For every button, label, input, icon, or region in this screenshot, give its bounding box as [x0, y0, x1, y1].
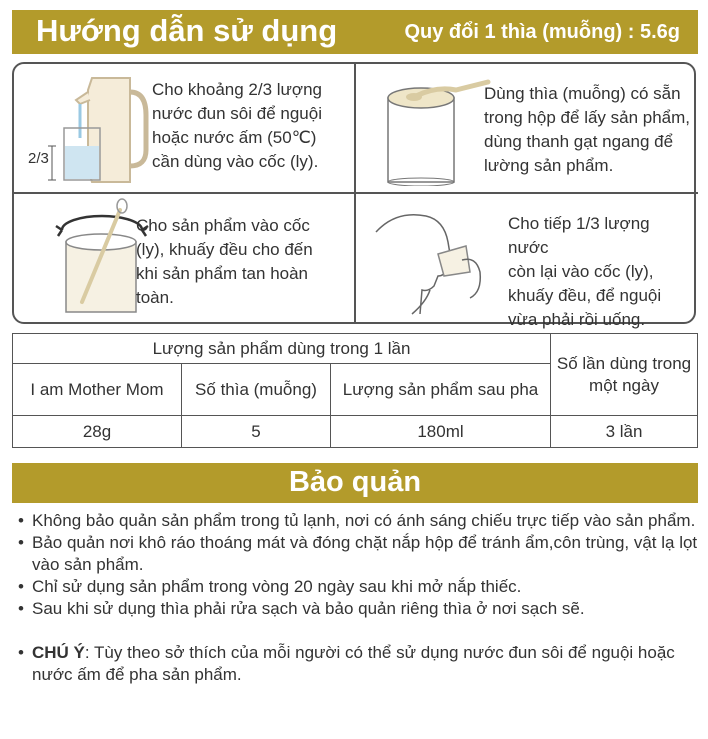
storage-title: Bảo quản [288, 466, 422, 498]
list-item-text: Sau khi sử dụng thìa phải rửa sạch và bảo quản riêng thìa ở nơi sạch sẽ. [32, 599, 585, 618]
note-item [18, 642, 698, 686]
person-drinking-icon [366, 202, 496, 317]
list-item [18, 598, 698, 620]
list-item [18, 532, 698, 576]
table-group-header: Lượng sản phẩm dùng trong 1 lần [13, 334, 551, 364]
list-item [18, 510, 698, 532]
after-mixing-header: Lượng sản phẩm sau pha [331, 364, 551, 416]
dosage-table [12, 333, 698, 448]
note-text: : Tùy theo sở thích của mỗi người có thể sử dụng nước đun sôi để nguội hoặc nước ấm để pha sản phẩm. [32, 643, 675, 684]
bullet: • [18, 599, 24, 618]
step-4-text: Cho tiếp 1/3 lượng nước còn lại vào cốc (ly), khuấy đều, để nguội vừa phải rồi uống. [508, 214, 662, 329]
times-per-day-header: Số lần dùng trong một ngày [551, 334, 698, 416]
step-3-text: Cho sản phẩm vào cốc (ly), khuấy đều cho đến khi sản phẩm tan hoàn toàn. [136, 216, 313, 307]
step-2 [356, 64, 696, 192]
after-mixing-cell: 180ml [331, 416, 551, 448]
can-scoop-icon [376, 76, 496, 186]
note-label: CHÚ Ý [32, 643, 85, 662]
step-2-text: Dùng thìa (muỗng) có sẵn trong hộp để lấy sản phẩm, dùng thanh gạt ngang để lường sản phẩm. [484, 84, 691, 175]
instructions-title: Hướng dẫn sử dụng [36, 13, 338, 48]
bullet: • [18, 511, 24, 530]
step-1-text: Cho khoảng 2/3 lượng nước đun sôi để nguội hoặc nước ấm (50℃) cần dùng vào cốc (ly). [152, 80, 322, 171]
scoops-cell: 5 [182, 416, 331, 448]
list-item [18, 576, 698, 598]
step-4 [356, 194, 696, 329]
scoop-conversion: Quy đổi 1 thìa (muỗng) : 5.6g [404, 21, 680, 43]
product-name-header: I am Mother Mom [13, 364, 182, 416]
scoops-header: Số thìa (muỗng) [182, 364, 331, 416]
list-item-text: Chỉ sử dụng sản phẩm trong vòng 20 ngày sau khi mở nắp thiếc. [32, 577, 522, 596]
product-amount-cell: 28g [13, 416, 182, 448]
storage-list [18, 510, 698, 686]
step-1 [14, 64, 354, 192]
bullet: • [18, 577, 24, 596]
bullet: • [18, 643, 24, 662]
table-row [13, 416, 698, 448]
list-item-text: Bảo quản nơi khô ráo thoáng mát và đóng chặt nắp hộp để tránh ẩm,côn trùng, vật lạ lọt vào sản phẩm. [32, 533, 698, 574]
storage-header [12, 463, 698, 503]
kettle-pouring-icon [20, 70, 150, 190]
instructions-header [12, 10, 698, 54]
step-3 [14, 194, 354, 322]
fraction-two-thirds-label: 2/3 [28, 150, 49, 167]
list-item-text: Không bảo quản sản phẩm trong tủ lạnh, nơi có ánh sáng chiếu trực tiếp vào sản phẩm. [32, 511, 696, 530]
times-per-day-cell: 3 lần [551, 416, 698, 448]
bullet: • [18, 533, 24, 552]
